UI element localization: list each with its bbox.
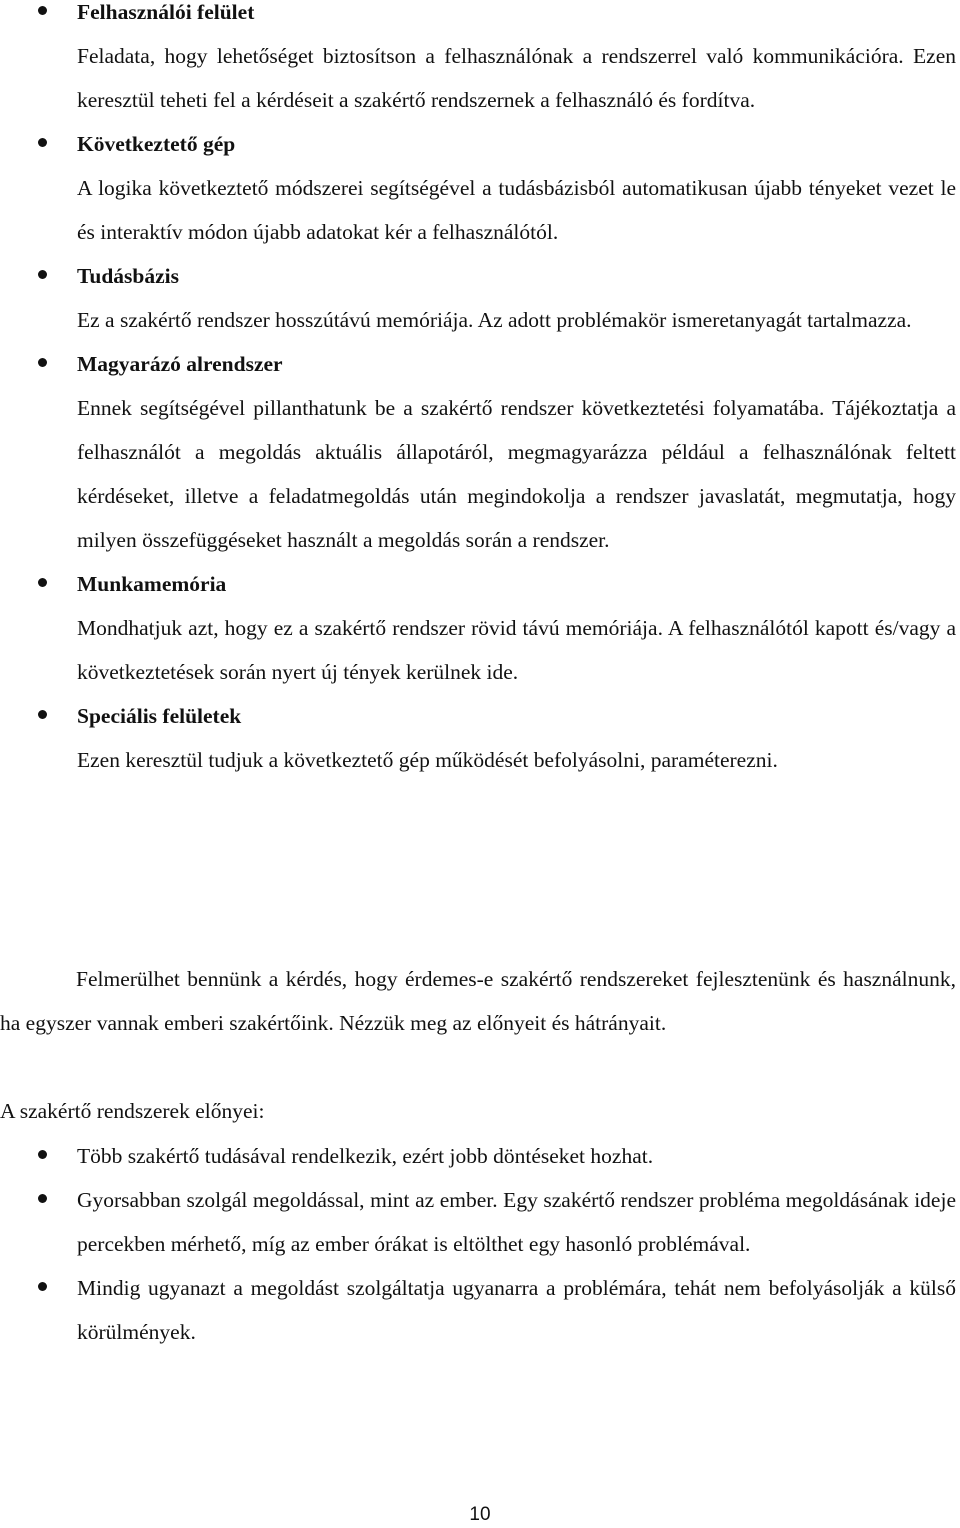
item-body: Ezen keresztül tudjuk a következtető gép működését befolyásolni, paraméterezni. (77, 748, 778, 772)
item-title: Magyarázó alrendszer (77, 352, 283, 376)
intro-paragraph: Felmerülhet bennünk a kérdés, hogy érdemes-e szakértő rendszereket fejlesztenünk és használnunk, ha egyszer vannak emberi szakértőink. Nézzük meg az előnyeit és hátrányait. (0, 967, 956, 1035)
item-title: Következtető gép (77, 132, 236, 156)
list-item: Mindig ugyanazt a megoldást szolgáltatja ugyanarra a problémára, tehát nem befolyásolják a külső körülmények. (0, 1266, 960, 1354)
list-item (0, 0, 960, 122)
list-item (0, 342, 960, 562)
item-body: Ez a szakértő rendszer hosszútávú memóriája. Az adott problémakör ismeretanyagát tartalmazza. (77, 308, 912, 332)
list-item (0, 694, 960, 782)
list-item (0, 254, 960, 342)
item-title: Felhasználói felület (77, 0, 255, 24)
advantages-list (0, 1134, 960, 1354)
advantages-heading: A szakértő rendszerek előnyei: (0, 1099, 265, 1123)
list-item (0, 562, 960, 694)
item-body: Ennek segítségével pillanthatunk be a szakértő rendszer következtetési folyamatába. Tájékoztatja a felhasználót a megoldás aktuális állapotáról, megmagyarázza például a felhasználónak feltett kérdéseket, illetve a feladatmegoldás után megindokolja a rendszer javaslatát, megmutatja, hogy milyen összefüggéseket használt a megoldás során a rendszer. (77, 396, 956, 552)
list-item: Több szakértő tudásával rendelkezik, ezért jobb döntéseket hozhat. (0, 1134, 960, 1178)
list-item: Gyorsabban szolgál megoldással, mint az ember. Egy szakértő rendszer probléma megoldásának ideje percekben mérhető, míg az ember órákat is eltölthet egy hasonló problémával. (0, 1178, 960, 1266)
item-body: Mondhatjuk azt, hogy ez a szakértő rendszer rövid távú memóriája. A felhasználótól kapott és/vagy a következtetések során nyert új tények kerülnek ide. (77, 616, 956, 684)
list-item (0, 122, 960, 254)
item-body: A logika következtető módszerei segítségével a tudásbázisból automatikusan újabb tényeket vezet le és interaktív módon újabb adatokat kér a felhasználótól. (77, 176, 956, 244)
item-title: Speciális felületek (77, 704, 242, 728)
item-title: Munkamemória (77, 572, 227, 596)
item-body: Feladata, hogy lehetőséget biztosítson a felhasználónak a rendszerrel való kommunikációra. Ezen keresztül teheti fel a kérdéseit a szakértő rendszernek a felhasználó és fordítva. (77, 44, 956, 112)
page-number: 10 (469, 1504, 491, 1525)
item-title: Tudásbázis (77, 264, 179, 288)
